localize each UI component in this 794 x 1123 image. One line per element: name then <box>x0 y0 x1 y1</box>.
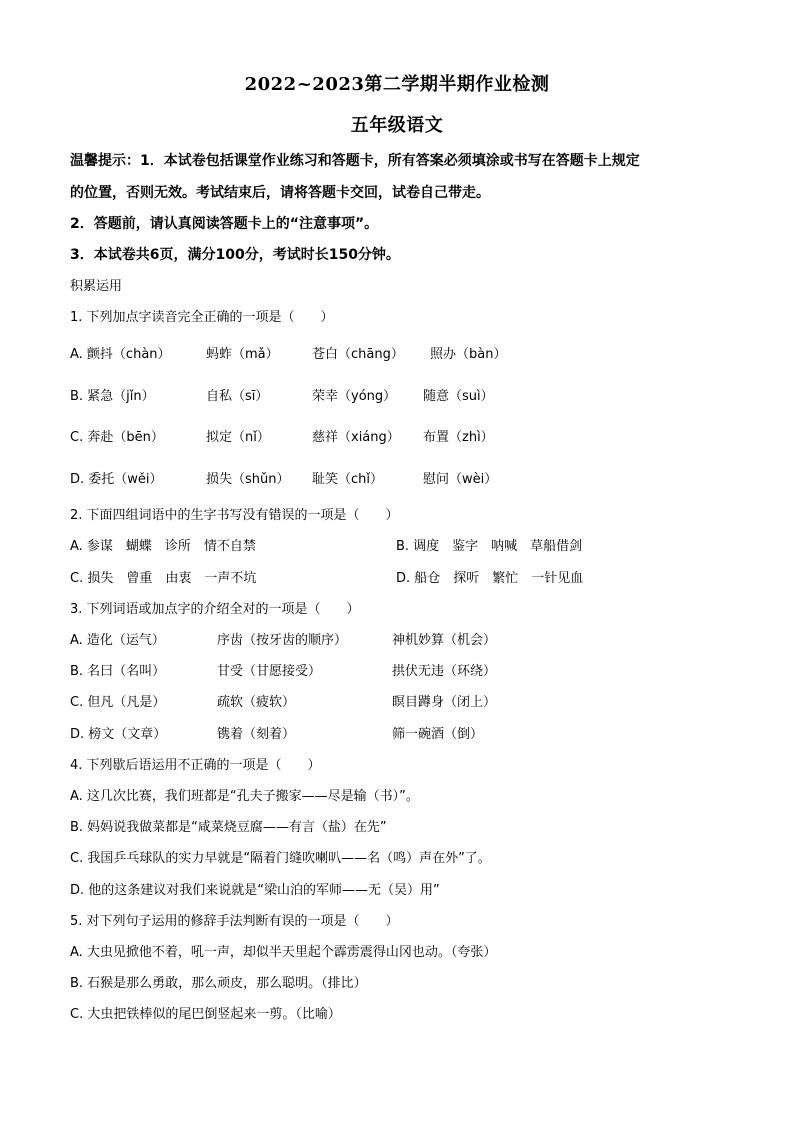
q5-option-a: A. 大虫见掀他不着，吼一声，却似半天里起个霹雳震得山冈也动。（夸张） <box>70 945 497 960</box>
q2-option-a: A. 参谋 蝴蝶 诊所 情不自禁 <box>70 539 256 554</box>
q1-option-c-1: C. 奔赴（bēn） <box>70 430 164 445</box>
question-2-stem: 2. 下面四组词语中的生字书写没有错误的一项是（ ） <box>70 508 399 523</box>
q1-option-c-4: 布置（zhì） <box>423 430 494 445</box>
notice-line-3: 2．答题前，请认真阅读答题卡上的“注意事项”。 <box>70 216 379 232</box>
exam-subtitle: 五年级语文 <box>350 115 444 136</box>
q1-option-b-4: 随意（suì） <box>423 389 494 404</box>
q3-option-d-2: 镌着（刻着） <box>217 727 296 742</box>
q4-option-d: D. 他的这条建议对我们来说就是“梁山泊的军师——无（吴）用” <box>70 883 440 898</box>
q1-option-d-1: D. 委托（wěi） <box>70 472 163 487</box>
q1-option-a-3: 苍白（chāng） <box>312 347 404 362</box>
q1-option-d-2: 损失（shǔn） <box>206 472 290 487</box>
notice-line-4: 3．本试卷共6页，满分100分，考试时长150分钟。 <box>70 247 400 263</box>
q3-option-b-1: B. 名曰（名叫） <box>70 664 166 679</box>
q4-option-b: B. 妈妈说我做菜都是“咸菜烧豆腐——有言（盐）在先” <box>70 820 387 835</box>
q3-option-d-1: D. 榜文（文章） <box>70 727 167 742</box>
q3-option-c-2: 疏软（疲软） <box>217 695 296 710</box>
q2-option-b: B. 调度 鉴字 呐喊 草船借剑 <box>396 539 583 554</box>
section-heading: 积累运用 <box>70 279 123 294</box>
q1-option-c-2: 拟定（nǐ） <box>206 430 270 445</box>
question-5-stem: 5. 对下列句子运用的修辞手法判断有误的一项是（ ） <box>70 914 399 929</box>
q2-option-d: D. 船仓 探听 繁忙 一针见血 <box>396 571 584 586</box>
question-1-stem: 1. 下列加点字读音完全正确的一项是（ ） <box>70 310 334 325</box>
q1-option-c-3: 慈祥（xiáng） <box>312 430 400 445</box>
q1-option-a-1: A. 颤抖（chàn） <box>70 347 171 362</box>
q1-option-b-3: 荣幸（yóng） <box>312 389 397 404</box>
q1-option-d-3: 耻笑（chǐ） <box>312 472 383 487</box>
q1-option-a-2: 蚂蚱（mǎ） <box>206 347 279 362</box>
q2-option-c: C. 损失 曾重 由衷 一声不坑 <box>70 571 257 586</box>
notice-line-2: 的位置，否则无效。考试结束后，请将答题卡交回，试卷自己带走。 <box>70 185 490 201</box>
q1-option-b-1: B. 紧急（jǐn） <box>70 389 155 404</box>
q3-option-c-3: 瞑目蹲身（闭上） <box>392 695 497 710</box>
question-4-stem: 4. 下列歇后语运用不正确的一项是（ ） <box>70 758 321 773</box>
q3-option-a-1: A. 造化（运气） <box>70 633 165 648</box>
q1-option-d-4: 慰问（wèi） <box>423 472 498 487</box>
q5-option-c: C. 大虫把铁棒似的尾巴倒竖起来一剪。（比喻） <box>70 1007 341 1022</box>
q3-option-b-2: 甘受（甘愿接受） <box>217 664 322 679</box>
q3-option-c-1: C. 但凡（凡是） <box>70 695 166 710</box>
q3-option-d-3: 筛一碗酒（倒） <box>392 727 484 742</box>
exam-title: 2022~2023第二学期半期作业检测 <box>244 74 550 95</box>
q1-option-a-4: 照办（bàn） <box>430 347 507 362</box>
q5-option-b: B. 石猴是那么勇敢，那么顽皮，那么聪明。（排比） <box>70 976 367 991</box>
q3-option-b-3: 拱伏无违（环绕） <box>392 664 497 679</box>
notice-line-1: 温馨提示：1．本试卷包括课堂作业练习和答题卡，所有答案必须填涂或书写在答题卡上规定 <box>70 153 640 169</box>
q1-option-b-2: 自私（sī） <box>206 389 269 404</box>
q3-option-a-2: 序齿（按牙齿的顺序） <box>217 633 348 648</box>
q3-option-a-3: 神机妙算（机会） <box>392 633 497 648</box>
q4-option-a: A. 这几次比赛，我们班都是“孔夫子搬家——尽是输（书）”。 <box>70 789 419 804</box>
q4-option-c: C. 我国乒乓球队的实力早就是“隔着门缝吹喇叭——名（鸣）声在外”了。 <box>70 851 491 866</box>
question-3-stem: 3. 下列词语或加点字的介绍全对的一项是（ ） <box>70 602 360 617</box>
